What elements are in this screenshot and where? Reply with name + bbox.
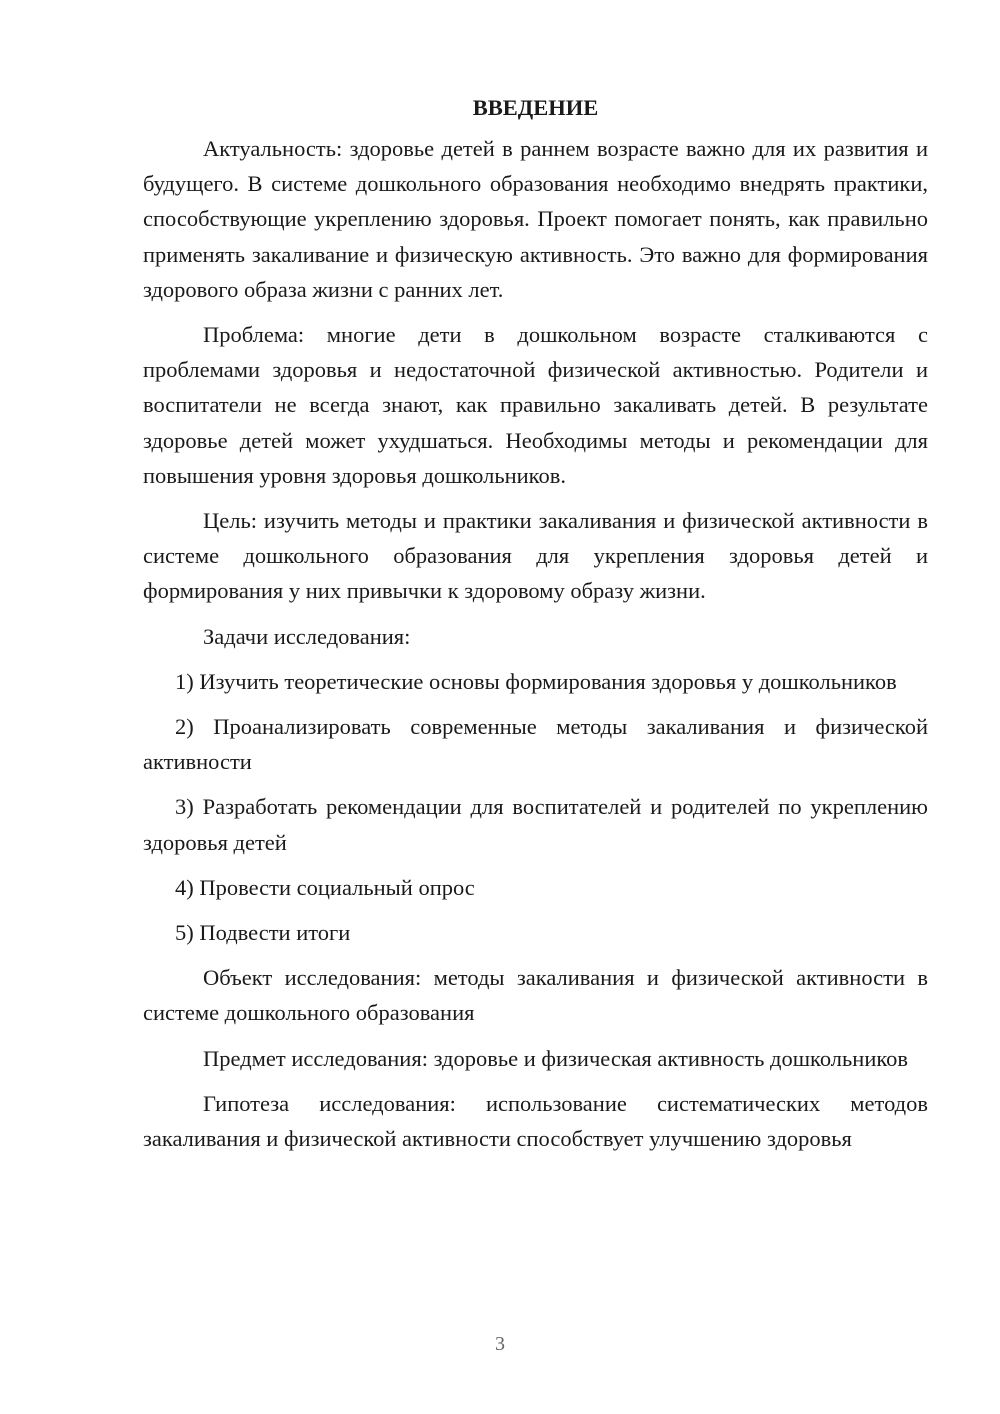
page-number: 3	[495, 1333, 505, 1355]
paragraph-subject: Предмет исследования: здоровье и физическая активность дошкольников	[203, 1045, 909, 1071]
paragraph-goal: Цель: изучить методы и практики закаливания и физической активности в системе дошкольного образования для укрепления здоровья детей и формирования у них привычки к здоровому образу жизни.	[143, 508, 928, 604]
task-item-3: 3) Разработать рекомендации для воспитателей и родителей по укреплению здоровья детей	[143, 794, 928, 855]
task-item-2: 2) Проанализировать современные методы закаливания и физической активности	[143, 714, 928, 775]
paragraph-problem: Проблема: многие дети в дошкольном возрасте сталкиваются с проблемами здоровья и недостаточной физической активностью. Родители и воспитатели не всегда знают, как правильно закаливать детей. В результате здоровье детей может ухудшаться. Необходимы методы и рекомендации для повышения уровня здоровья дошкольников.	[143, 322, 928, 488]
paragraph-object: Объект исследования: методы закаливания и физической активности в системе дошкольного образования	[143, 965, 928, 1026]
page-title: ВВЕДЕНИЕ	[472, 95, 599, 120]
document-page	[143, 90, 928, 1166]
task-item-5: 5) Подвести итоги	[175, 920, 351, 946]
tasks-heading: Задачи исследования:	[203, 623, 411, 649]
task-item-4: 4) Провести социальный опрос	[175, 874, 475, 900]
paragraph-hypothesis: Гипотеза исследования: использование систематических методов закаливания и физической активности способствует улучшению здоровья	[143, 1090, 928, 1152]
paragraph-relevance: Актуальность: здоровье детей в раннем возрасте важно для их развития и будущего. В системе дошкольного образования необходимо внедрять практики, способствующие укреплению здоровья. Проект помогает понять, как правильно применять закаливание и физическую активность. Это важно для формирования здорового образа жизни с ранних лет.	[143, 136, 928, 302]
task-item-1: 1) Изучить теоретические основы формирования здоровья у дошкольников	[175, 668, 897, 694]
